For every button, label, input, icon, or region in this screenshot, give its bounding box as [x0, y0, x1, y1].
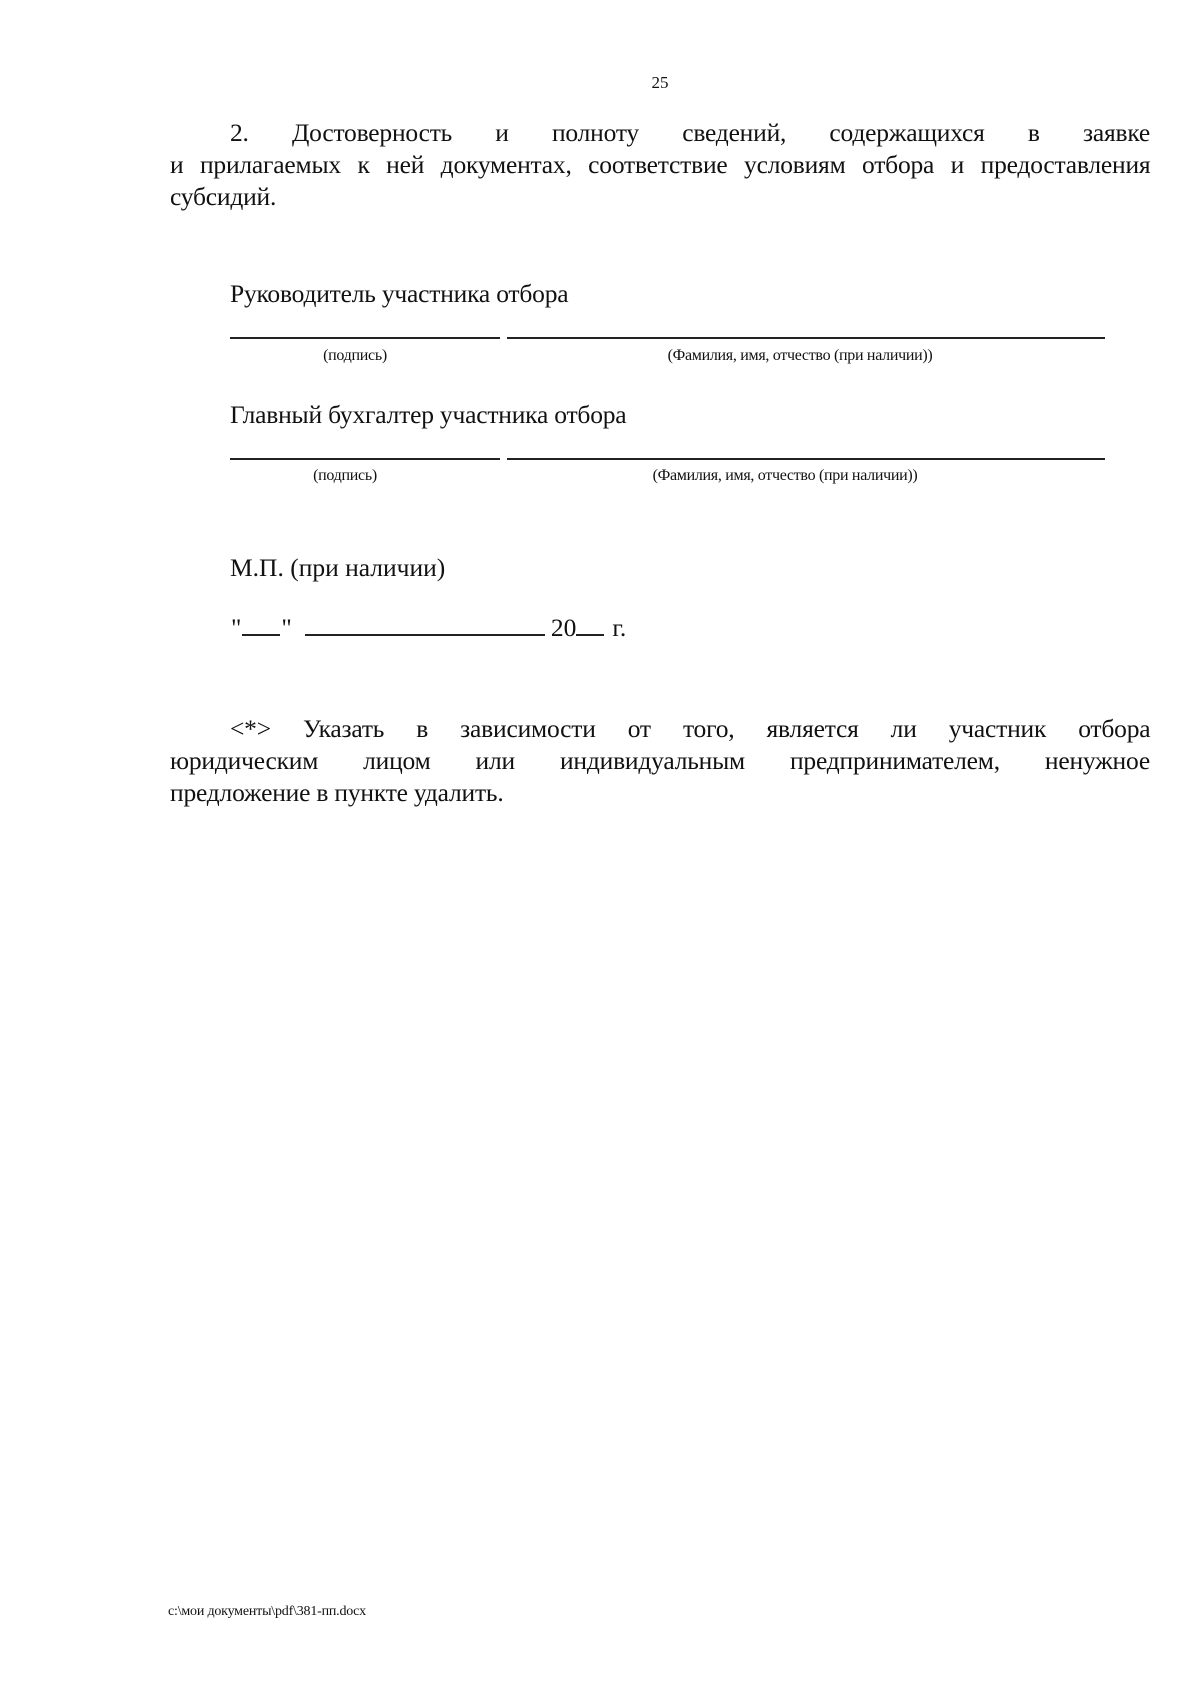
year-suffix: г.	[612, 613, 627, 642]
month-blank[interactable]	[305, 612, 545, 636]
head-name-caption: (Фамилия, имя, отчество (при наличии))	[667, 347, 933, 364]
paragraph-line: 2. Достоверность и полноту сведений, содержащихся в заявке	[230, 118, 1150, 147]
accountant-signature-title: Главный бухгалтер участника отбора	[230, 400, 627, 429]
paragraph-2	[170, 117, 1150, 213]
year-prefix: 20	[550, 613, 577, 642]
date-row	[230, 612, 626, 643]
accountant-name-caption: (Фамилия, имя, отчество (при наличии))	[652, 467, 918, 484]
head-signature-line[interactable]	[230, 337, 500, 339]
paragraph-line: субсидий.	[170, 182, 277, 211]
head-signature-title: Руководитель участника отбора	[230, 279, 569, 308]
accountant-name-line[interactable]	[507, 458, 1105, 460]
head-signature-caption: (подпись)	[323, 347, 387, 364]
accountant-signature-caption: (подпись)	[313, 467, 377, 484]
footnote-line: предложение в пункте удалить.	[170, 778, 504, 807]
stamp-label: М.П. (при наличии)	[230, 553, 446, 582]
footnote	[170, 713, 1150, 809]
head-name-line[interactable]	[507, 337, 1105, 339]
accountant-signature-line[interactable]	[230, 458, 500, 460]
date-open-quote: "	[231, 613, 242, 642]
page-number: 25	[651, 73, 669, 92]
footer-file-path: c:\мои документы\pdf\381-пп.docx	[168, 1604, 366, 1619]
day-blank[interactable]	[242, 612, 280, 636]
footnote-line: <*> Указать в зависимости от того, является ли участник отбора	[230, 714, 1151, 743]
date-close-quote: "	[281, 613, 292, 642]
paragraph-line: и прилагаемых к ней документах, соответствие условиям отбора и предоставления	[170, 150, 1151, 179]
footnote-line: юридическим лицом или индивидуальным предпринимателем, ненужное	[170, 746, 1150, 775]
year-blank[interactable]	[576, 612, 604, 636]
